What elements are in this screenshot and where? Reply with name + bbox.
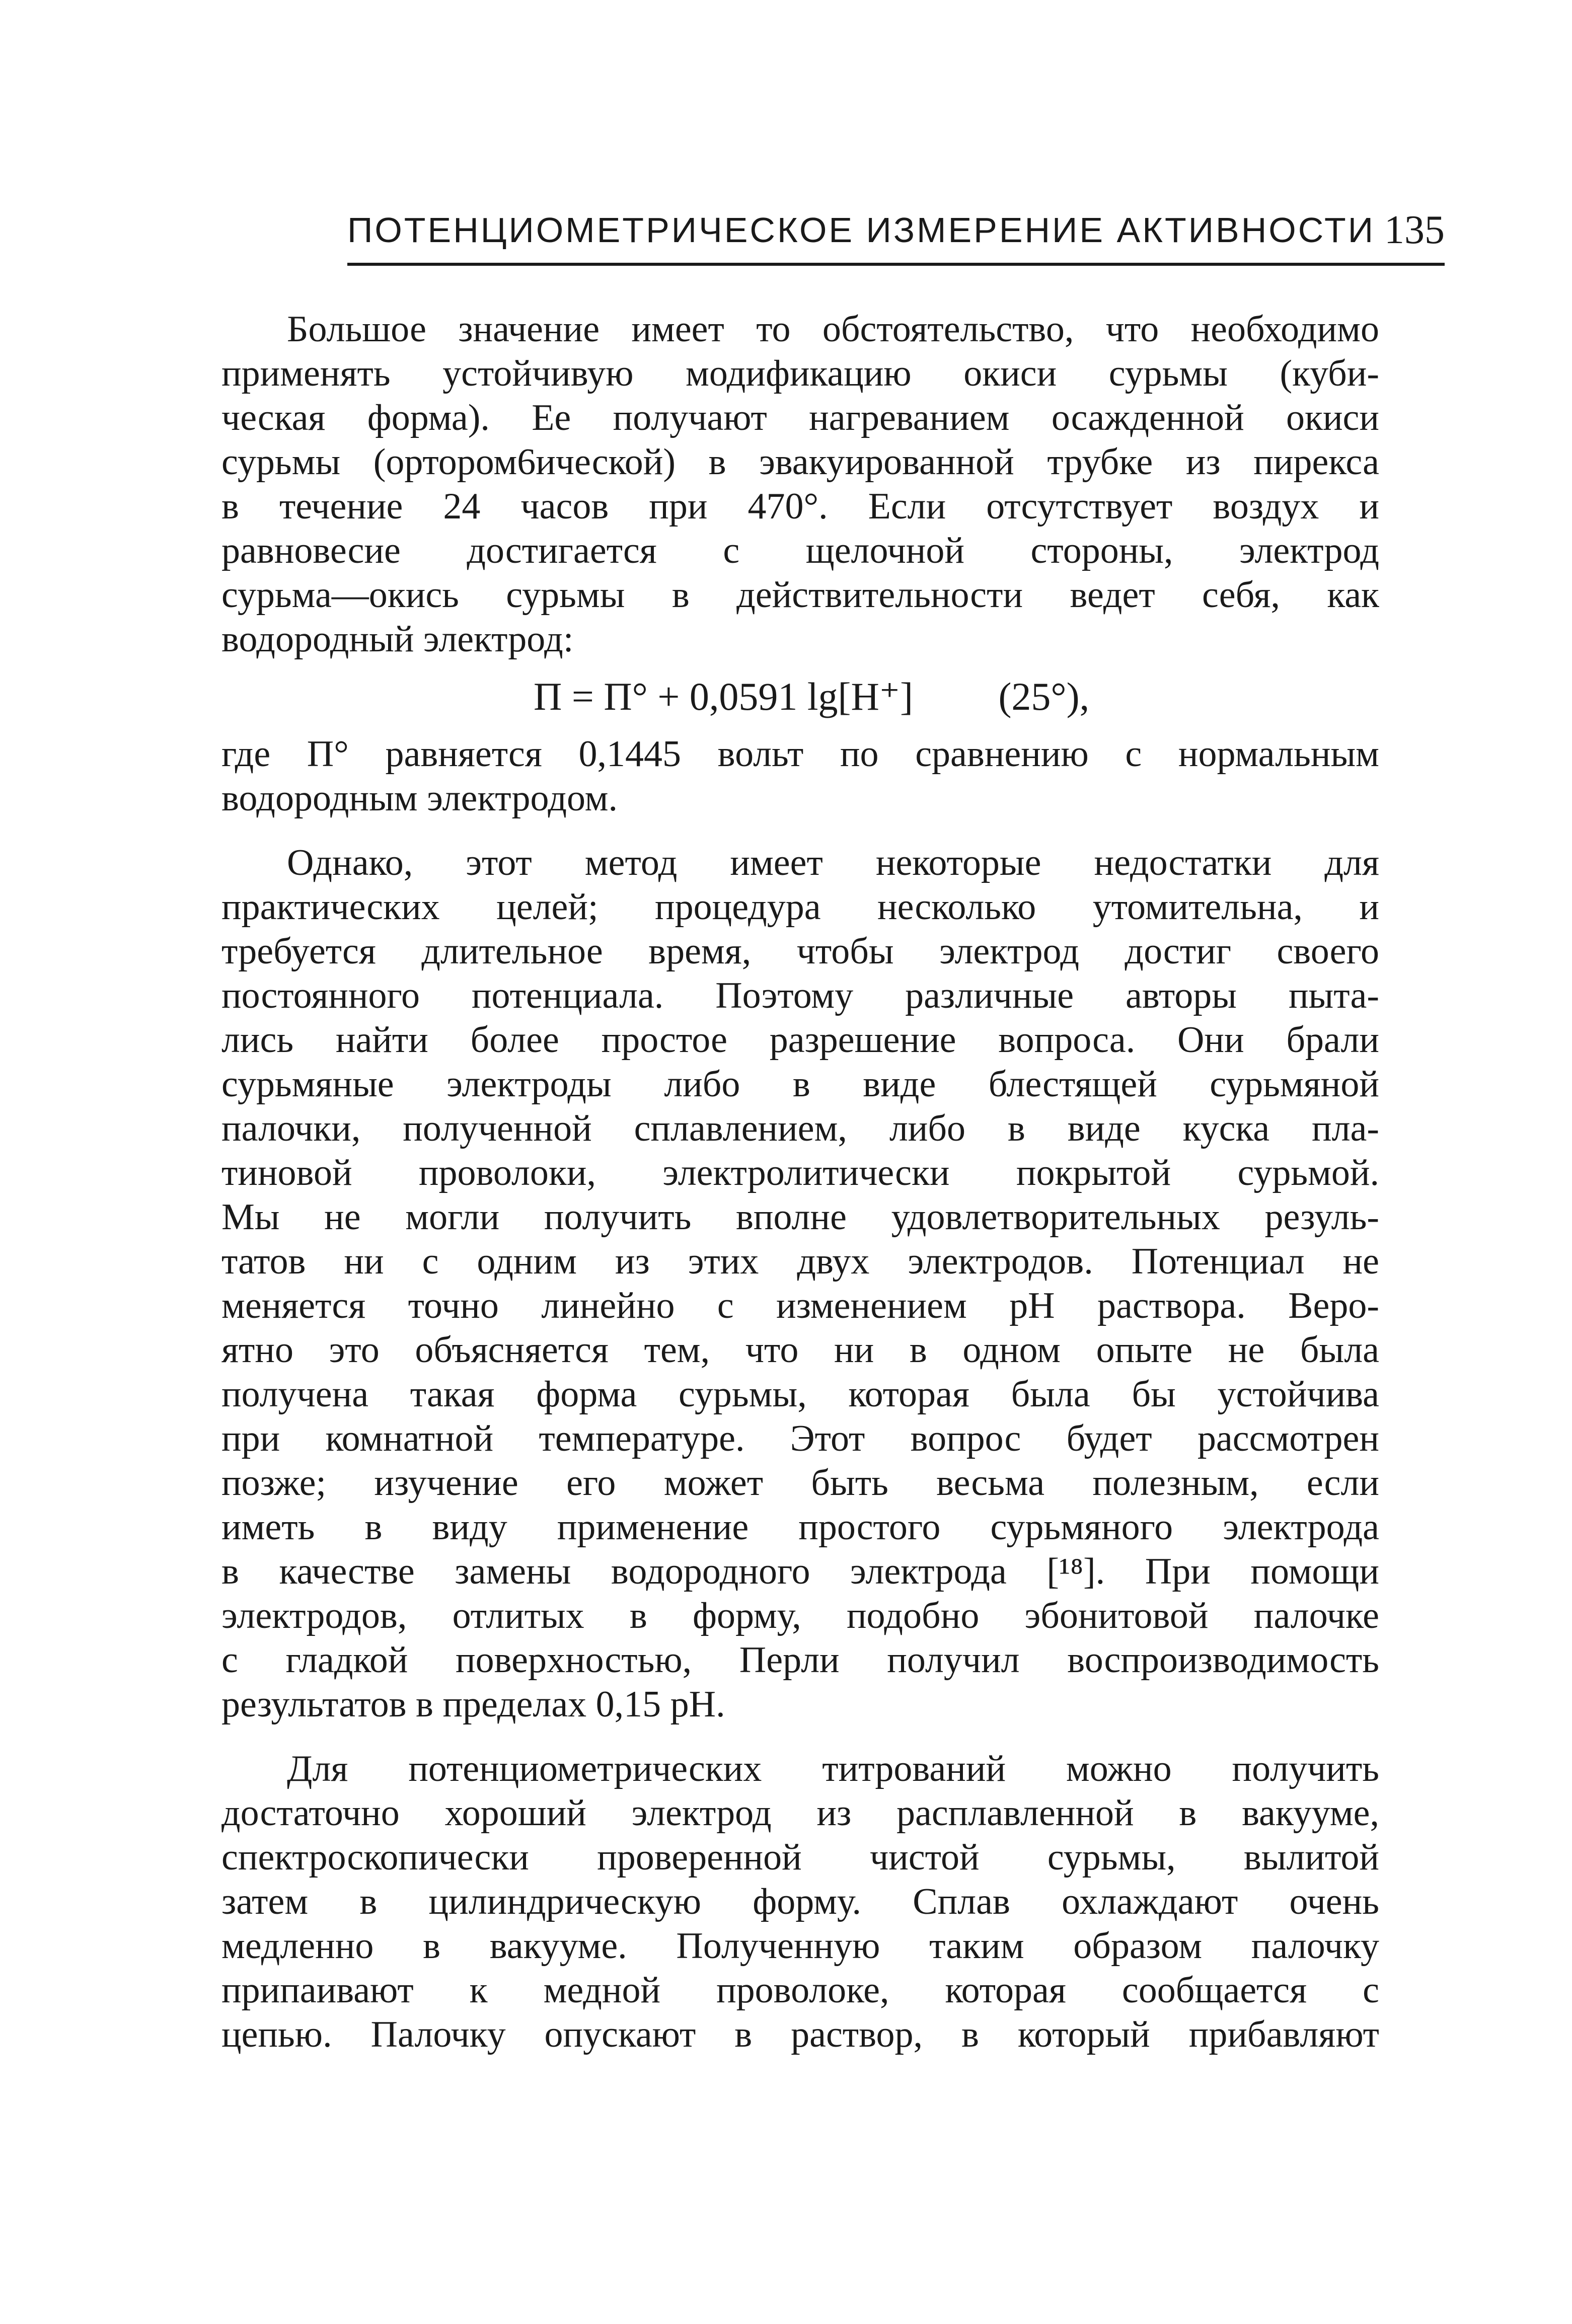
text-line: припаивают к медной проволоке, которая сообщается с [221,1970,1379,2011]
formula [221,661,1379,732]
text-line: позже; изучение его может быть весьма полезным, если [221,1462,1379,1504]
text-line: иметь в виду применение простого сурьмяного электрода [221,1507,1379,1548]
text-line: сурьмяные электроды либо в виде блестящей сурьмяной [221,1064,1379,1105]
text-line: при комнатной температуре. Этот вопрос будет рассмотрен [221,1418,1379,1459]
text-line: достаточно хороший электрод из расплавленной в вакууме, [221,1792,1379,1834]
text-line: применять устойчивую модификацию окиси сурьмы (куби- [221,353,1379,394]
text-line: с гладкой поверхностью, Перли получил воспроизводимость [221,1639,1379,1681]
text-line: требуется длительное время, чтобы электрод достиг своего [221,931,1379,972]
page-number: 135 [1384,208,1445,252]
text-line: в течение 24 часов при 470°. Если отсутствует воздух и [221,486,1379,527]
paragraph-4 [221,1747,1379,2057]
text-line: спектроскопически проверенной чистой сурьмы, вылитой [221,1837,1379,1878]
text-line: тиновой проволоки, электролитически покрытой сурьмой. [221,1152,1379,1193]
text-line: Для потенциометрических титрований можно получить [287,1748,1379,1789]
text-line: ческая форма). Ее получают нагреванием осажденной окиси [221,397,1379,438]
text-line: водородный электрод: [221,619,574,660]
text-line: в качестве замены водородного электрода [¹⁸]. При помощи [221,1551,1379,1592]
text-line: Мы не могли получить вполне удовлетворительных резуль- [221,1196,1379,1238]
text-line: сурьма—окись сурьмы в действительности ведет себя, как [221,574,1379,616]
paragraph-1 [221,307,1379,661]
running-title: ПОТЕНЦИОМЕТРИЧЕСКОЕ ИЗМЕРЕНИЕ АКТИВНОСТИ [347,210,1376,250]
running-header [347,207,1445,266]
text-line: меняется точно линейно с изменением pH раствора. Веро- [221,1285,1379,1326]
text-line: равновесие достигается с щелочной стороны, электрод [221,530,1379,571]
text-line: Однако, этот метод имеет некоторые недостатки для [287,842,1379,883]
text-line: результатов в пределах 0,15 pH. [221,1684,725,1725]
text-line: сурьмы (ортором6ической) в эвакуированной трубке из пирекса [221,441,1379,483]
text-line: постоянного потенциала. Поэтому различные авторы пыта- [221,975,1379,1016]
text-line: получена такая форма сурьмы, которая была бы устойчива [221,1374,1379,1415]
text-line: практических целей; процедура несколько утомительна, и [221,886,1379,928]
paragraph-2 [221,732,1379,820]
text-line: ятно это объясняется тем, что ни в одном опыте не была [221,1329,1379,1371]
text-line: цепью. Палочку опускают в раствор, в который прибавляют [221,2014,1379,2055]
text-line: Большое значение имеет то обстоятельство, что необходимо [287,309,1379,350]
text-line: лись найти более простое разрешение вопроса. Они брали [221,1019,1379,1061]
text-line: татов ни с одним из этих двух электродов. Потенциал не [221,1241,1379,1282]
text-line: где П° равняется 0,1445 вольт по сравнению с нормальным [221,733,1379,775]
text-line: медленно в вакууме. Полученную таким образом палочку [221,1925,1379,1967]
paragraph-3 [221,841,1379,1727]
text-line: затем в цилиндрическую форму. Сплав охлаждают очень [221,1881,1379,1922]
text-line: палочки, полученной сплавлением, либо в виде куска пла- [221,1108,1379,1149]
formula-temperature: (25°), [998,674,1090,718]
body-text [221,307,1379,2057]
text-line: электродов, отлитых в форму, подобно эбонитовой палочке [221,1595,1379,1636]
formula-equation: П = П° + 0,0591 lg[H⁺] [534,674,913,718]
text-line: водородным электродом. [221,778,618,819]
